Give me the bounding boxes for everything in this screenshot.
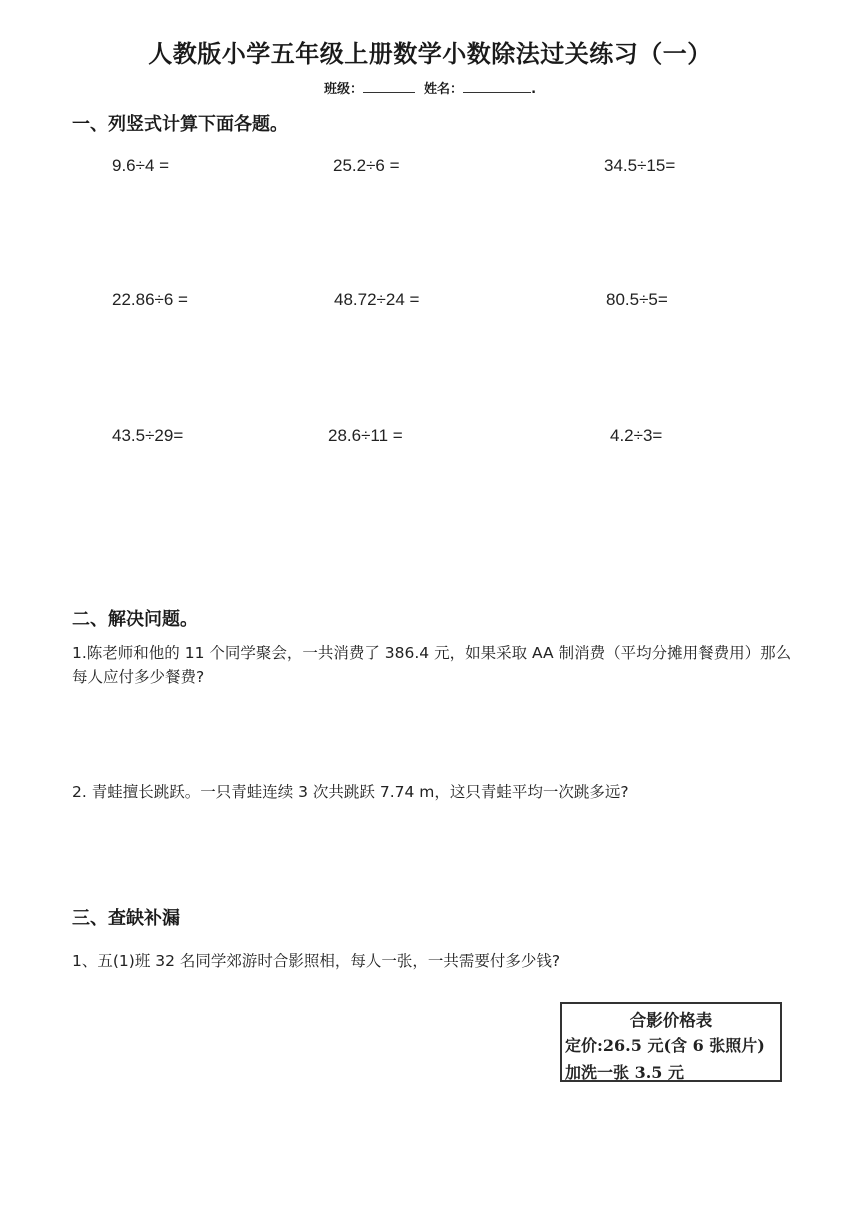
review-problem-1: 1、五(1)班 32 名同学郊游时合影照相，每人一张，一共需要付多少钱? <box>72 952 561 970</box>
class-label: 班级： <box>323 82 363 97</box>
problem-5: 48.72÷24 = <box>334 290 420 309</box>
problem-8: 28.6÷11 = <box>328 426 403 445</box>
section3-heading: 三、查缺补漏 <box>72 908 180 929</box>
end-mark: . <box>531 82 537 97</box>
name-label: 姓名： <box>424 82 464 97</box>
word-problem-2: 2. 青蛙擅长跳跃。一只青蛙连续 3 次共跳跃 7.74 m，这只青蛙平均一次跳多远? <box>72 783 629 801</box>
problem-4: 22.86÷6 = <box>112 290 188 309</box>
class-blank[interactable] <box>363 80 415 93</box>
section2-heading: 二、解决问题。 <box>72 609 198 630</box>
problem-6: 80.5÷5= <box>606 290 668 309</box>
word-problem-1: 1.陈老师和他的 11 个同学聚会，一共消费了 386.4 元，如果采取 AA 制消费（平均分摊用餐费用）那么每人应付多少餐费? <box>72 644 792 686</box>
problem-2: 25.2÷6 = <box>333 156 400 175</box>
problem-7: 43.5÷29= <box>112 426 184 445</box>
price-table-title: 合影价格表 <box>629 1011 713 1030</box>
section1-heading: 一、列竖式计算下面各题。 <box>72 114 288 135</box>
problem-3: 34.5÷15= <box>604 156 676 175</box>
name-blank[interactable] <box>463 80 531 93</box>
student-info-line <box>0 78 860 97</box>
problem-1: 9.6÷4 = <box>112 156 170 175</box>
price-table-line-2: 加洗一张 3.5 元 <box>565 1063 684 1082</box>
price-table-line-1: 定价:26.5 元(含 6 张照片) <box>565 1036 765 1055</box>
problem-9: 4.2÷3= <box>610 426 663 445</box>
page-title: 人教版小学五年级上册数学小数除法过关练习（一） <box>148 40 712 68</box>
price-table <box>560 1002 782 1082</box>
